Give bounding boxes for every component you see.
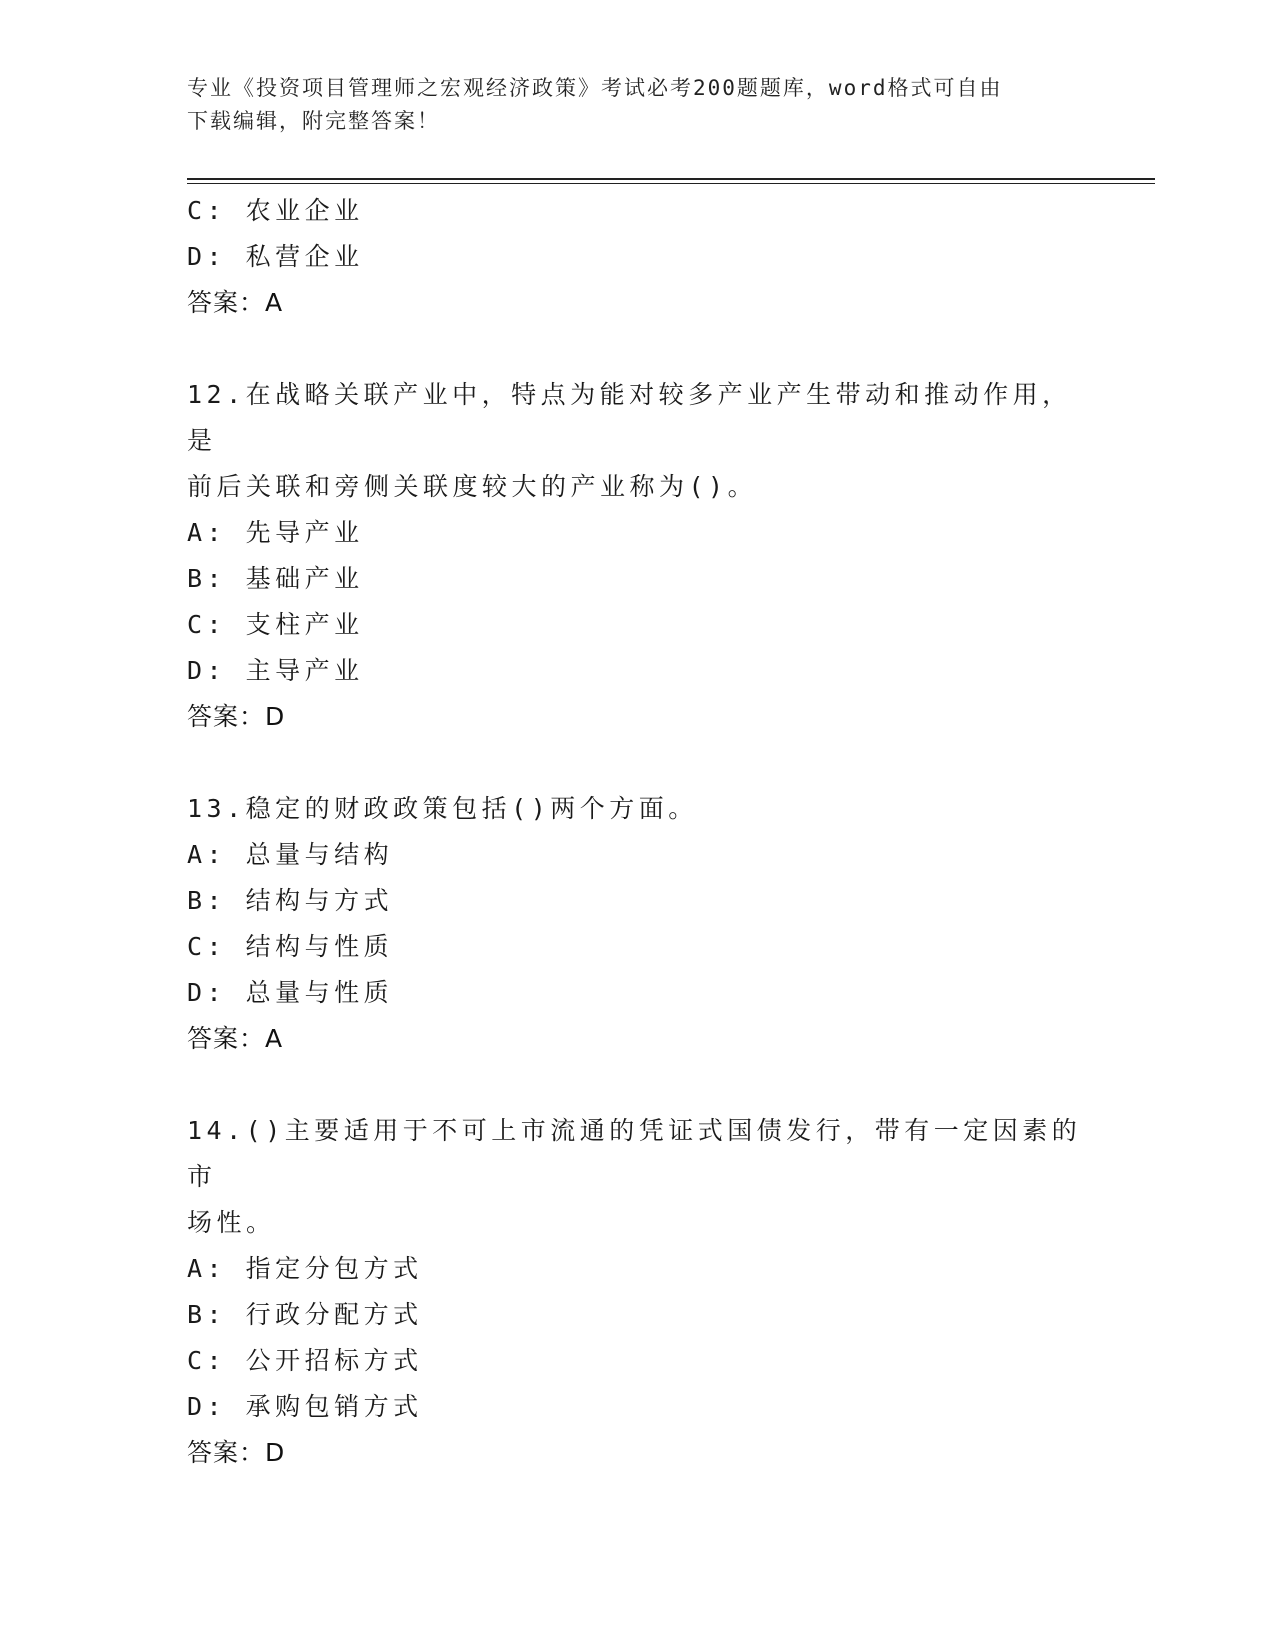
previous-question bbox=[187, 188, 1087, 326]
header-line-2: 下载编辑，附完整答案！ bbox=[187, 109, 440, 133]
question-stem: 12.在战略关联产业中，特点为能对较多产业产生带动和推动作用，是 bbox=[187, 380, 1072, 455]
option-c: C: 公开招标方式 bbox=[187, 1346, 423, 1375]
header-line-1: 专业《投资项目管理师之宏观经济政策》考试必考200题题库，word格式可自由 bbox=[187, 76, 1003, 100]
answer-label: 答案：A bbox=[187, 1024, 284, 1053]
spacer bbox=[187, 740, 1087, 786]
option-c: C: 结构与性质 bbox=[187, 932, 394, 961]
option-d: D: 私营企业 bbox=[187, 242, 364, 271]
header-divider-thin bbox=[187, 183, 1155, 184]
spacer bbox=[187, 1062, 1087, 1108]
document-header bbox=[187, 72, 1067, 138]
question-12 bbox=[187, 372, 1087, 740]
option-b: B: 基础产业 bbox=[187, 564, 364, 593]
question-stem: 14.()主要适用于不可上市流通的凭证式国债发行，带有一定因素的市 bbox=[187, 1116, 1082, 1191]
option-d: D: 主导产业 bbox=[187, 656, 364, 685]
option-b: B: 结构与方式 bbox=[187, 886, 394, 915]
spacer bbox=[187, 326, 1087, 372]
option-a: A: 先导产业 bbox=[187, 518, 364, 547]
option-c: C: 农业企业 bbox=[187, 196, 364, 225]
question-stem-continued: 场性。 bbox=[187, 1208, 276, 1237]
question-stem: 13.稳定的财政政策包括()两个方面。 bbox=[187, 794, 698, 823]
option-a: A: 指定分包方式 bbox=[187, 1254, 423, 1283]
answer-label: 答案：A bbox=[187, 288, 284, 317]
option-d: D: 承购包销方式 bbox=[187, 1392, 423, 1421]
question-stem-continued: 前后关联和旁侧关联度较大的产业称为()。 bbox=[187, 472, 758, 501]
option-d: D: 总量与性质 bbox=[187, 978, 394, 1007]
question-list bbox=[187, 188, 1087, 1476]
answer-label: 答案：D bbox=[187, 1438, 286, 1467]
question-14 bbox=[187, 1108, 1087, 1476]
option-a: A: 总量与结构 bbox=[187, 840, 394, 869]
header-divider-thick bbox=[187, 178, 1155, 180]
option-c: C: 支柱产业 bbox=[187, 610, 364, 639]
question-13 bbox=[187, 786, 1087, 1062]
answer-label: 答案：D bbox=[187, 702, 286, 731]
option-b: B: 行政分配方式 bbox=[187, 1300, 423, 1329]
